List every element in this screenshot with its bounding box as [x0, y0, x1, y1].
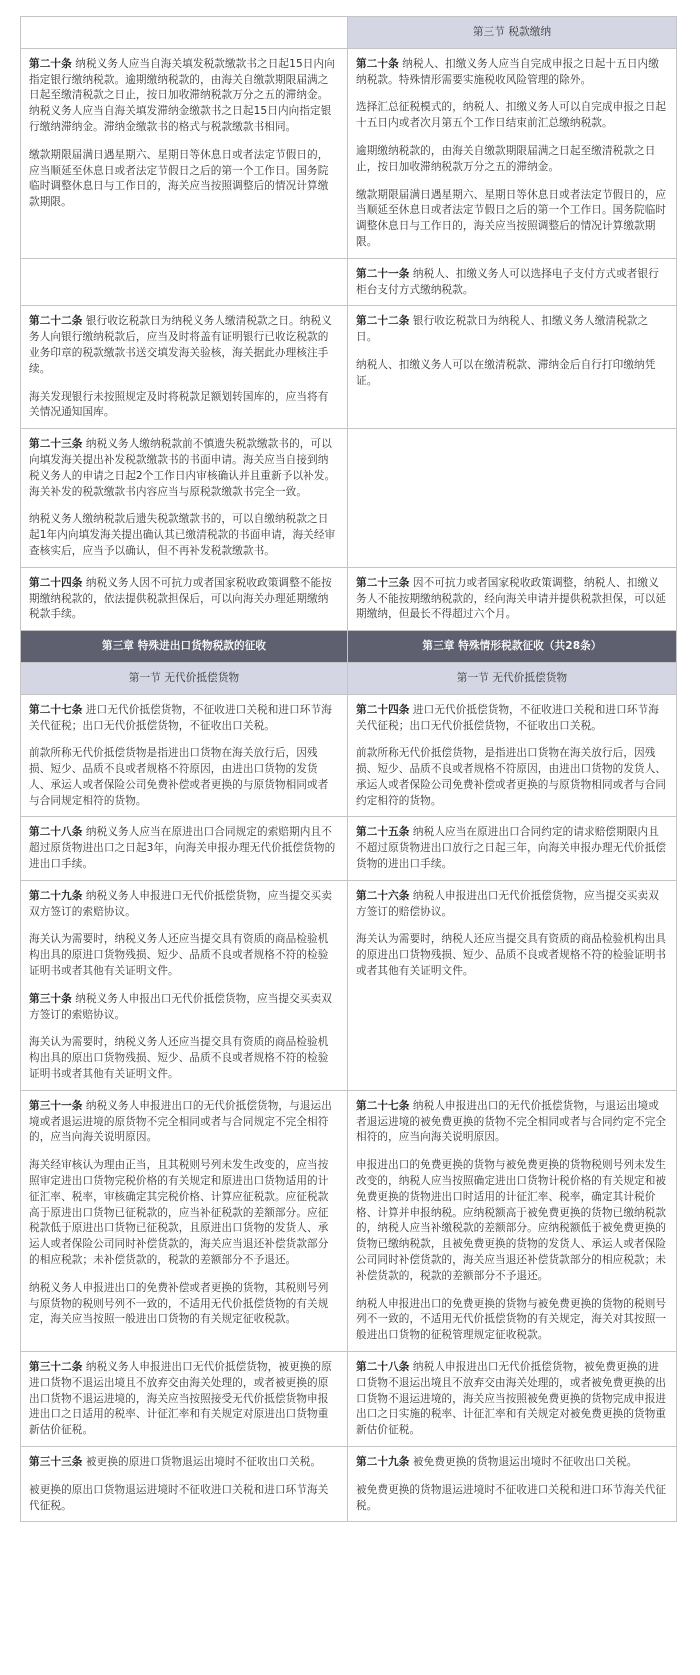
article-text: 海关认为需要时，纳税人还应当提交具有资质的商品检验机构出具的原进出口货物残损、短少、品质不良或者规格不符的检验证明书或者其他有关证明文件。 — [356, 933, 667, 978]
new-regulation-cell — [348, 1446, 677, 1521]
old-regulation-cell — [21, 817, 348, 880]
article-text: 纳税人、扣缴义务人应当自完成申报之日起十五日内缴纳税款。特殊情形需要实施税收风险管理的除外。 — [356, 57, 659, 86]
article-number: 第二十四条 — [356, 703, 410, 716]
article-text: 海关发现银行未按照规定及时将税款足额划转国库的，应当将有关情况通知国库。 — [29, 390, 329, 419]
article-paragraph — [356, 1099, 668, 1146]
article-number: 第二十三条 — [29, 438, 83, 451]
article-paragraph — [356, 144, 668, 176]
article-text: 银行收讫税款日为纳税人、扣缴义务人缴清税款之日。 — [356, 315, 649, 344]
article-paragraph — [356, 576, 668, 623]
article-text: 缴款期限届满日遇星期六、星期日等休息日或者法定节假日的，应当顺延至休息日或者法定节假日之后的第一个工作日。国务院临时调整休息日与工作日的，海关应当按照调整后的情况计算缴款期限。 — [356, 188, 667, 248]
article-paragraph — [356, 1360, 668, 1439]
old-regulation-cell — [21, 880, 348, 1090]
new-regulation-cell — [348, 306, 677, 429]
article-paragraph — [29, 825, 339, 872]
article-paragraph — [29, 390, 339, 422]
article-number: 第三十条 — [29, 992, 72, 1005]
article-text: 因不可抗力或者国家税收政策调整，纳税人、扣缴义务人不能按期缴纳税款的，经向海关申请并提供税款担保，可以延期缴纳，但最长不得超过六个月。 — [356, 576, 667, 621]
article-paragraph — [29, 1455, 339, 1471]
article-text: 逾期缴纳税款的，由海关自缴款期限届满之日起至缴清税款之日止，按日加收滞纳税款万分之五的滞纳金。 — [356, 144, 656, 173]
article-text: 纳税人申报进出口的免费更换的货物与被免费更换的货物的税则号列不一致的，不适用无代价抵偿货物的有关规定，海关对其按照一般进出口货物的征税管理规定征收税款。 — [356, 1297, 667, 1342]
article-text: 被更换的原进口货物退运出境时不征收出口关税。 — [82, 1455, 322, 1468]
article-text: 纳税人应当在原进出口合同约定的请求赔偿期限内且不超过原货物进出口放行之日起三年，向海关申报办理无代价抵偿货物的进出口手续。 — [356, 826, 667, 871]
article-text: 进口无代价抵偿货物，不征收进口关税和进口环节海关代征税；出口无代价抵偿货物，不征收出口关税。 — [29, 703, 332, 732]
article-paragraph — [356, 1455, 668, 1471]
article-text: 前款所称无代价抵偿货物，是指进出口货物在海关放行后，因残损、短少、品质不良或者规格不符原因，由进出口货物的发货人、承运人或者保险公司免费补偿或者更换的与原货物相同或者与合同约定相符的货物。 — [356, 747, 667, 807]
article-text: 纳税义务人申报进口无代价抵偿货物，应当提交买卖双方签订的索赔协议。 — [29, 889, 332, 918]
article-paragraph — [29, 314, 339, 377]
new-regulation-cell — [348, 880, 677, 1090]
old-regulation-cell — [21, 306, 348, 429]
article-paragraph — [356, 1158, 668, 1284]
article-paragraph — [356, 57, 668, 89]
chapter-header-row — [21, 631, 677, 663]
article-text: 进口无代价抵偿货物，不征收进口关税和进口环节海关代征税；出口无代价抵偿货物，不征收出口关税。 — [356, 703, 659, 732]
article-paragraph — [356, 703, 668, 735]
new-regulation-cell — [348, 48, 677, 258]
article-paragraph — [356, 100, 668, 132]
old-regulation-cell — [21, 1352, 348, 1447]
section-header-row — [21, 662, 677, 694]
article-paragraph — [356, 932, 668, 979]
article-number: 第二十一条 — [356, 267, 410, 280]
article-number: 第二十九条 — [29, 889, 83, 902]
article-paragraph — [29, 1035, 339, 1082]
article-paragraph — [29, 437, 339, 500]
article-paragraph — [29, 512, 339, 559]
article-text: 被免费更换的货物退运进境时不征收进口关税和进口环节海关代征税。 — [356, 1483, 667, 1512]
article-text: 纳税义务人缴纳税款前不慎遗失税款缴款书的，可以向填发海关提出补发税款缴款书的书面申请。海关应当自接到纳税义务人的申请之日起2个工作日内审核确认并且重新予以补发。海关补发的税款缴款书内容应当与原税款缴款书完全一致。 — [29, 438, 336, 498]
old-regulation-cell — [21, 429, 348, 568]
article-text: 被免费更换的货物退运出境时不征收出口关税。 — [409, 1455, 638, 1468]
article-paragraph — [356, 267, 668, 299]
article-text: 申报进出口的免费更换的货物与被免费更换的货物税则号列未发生改变的，纳税人应当按照确定进出口货物计税价格的有关规定和被免费更换的货物进出口时适用的计征汇率、税率，确定其计税价格、计算并申报纳税。应纳税额高于被免费更换的货物已缴纳税款的，纳税人应当补缴税款的差额部分。应纳税额低于被免费更换的货物已缴纳税款，且被免费更换的货物的发货人、承运人或者保险公司同时补偿货款的，海关应当退还补偿货款部分的相应税款；未补偿货款的，税款的差额部分不予退还。 — [356, 1159, 667, 1282]
article-text: 海关经审核认为理由正当，且其税则号列未发生改变的，应当按照审定进出口货物完税价格的有关规定和原进出口货物适用的计征汇率、税率，审核确定其完税价格、计算应征税款。应征税款高于原进出口货物已征税款的，应当补征税款的差额部分。应征税款低于原进出口货物已征税款，且原进出口货物的发货人、承运人或者保险公司同时补偿货款的，海关应当退还补偿货款部分的相应税款；未补偿货款的，税款的差额部分不予退还。 — [29, 1159, 329, 1267]
old-regulation-cell — [21, 48, 348, 258]
article-paragraph — [29, 57, 339, 136]
new-regulation-cell — [348, 567, 677, 630]
article-paragraph — [356, 1483, 668, 1515]
article-text: 纳税人申报进出口无代价抵偿货物，应当提交买卖双方签订的赔偿协议。 — [356, 889, 659, 918]
new-section-title: 第一节 无代价抵偿货物 — [348, 662, 677, 694]
article-number: 第三十一条 — [29, 1099, 83, 1112]
article-paragraph — [29, 703, 339, 735]
article-text: 海关认为需要时，纳税义务人还应当提交具有资质的商品检验机构出具的原出口货物残损、短少、品质不良或者规格不符的检验证明书或者其他有关证明文件。 — [29, 1036, 329, 1081]
old-regulation-cell — [21, 694, 348, 817]
new-regulation-cell — [348, 817, 677, 880]
article-text: 银行收讫税款日为纳税义务人缴清税款之日。纳税义务人向银行缴纳税款后，应当及时将盖有证明银行已收讫税款的业务印章的税款缴款书送交填发海关验核，海关据此办理核注手续。 — [29, 315, 332, 375]
article-number: 第二十二条 — [356, 315, 410, 328]
article-text: 海关认为需要时，纳税义务人还应当提交具有资质的商品检验机构出具的原进口货物残损、短少、品质不良或者规格不符的检验证明书或者其他有关证明文件。 — [29, 933, 329, 978]
article-number: 第二十三条 — [356, 576, 410, 589]
article-paragraph — [356, 188, 668, 251]
article-text: 纳税人申报进出口的无代价抵偿货物，与退运出境或者退运进境的被免费更换的货物不完全相同或者与合同约定不完全相符的，应当向海关说明原因。 — [356, 1099, 667, 1144]
new-regulation-cell — [348, 694, 677, 817]
article-text: 纳税义务人申报进出口的无代价抵偿货物，与退运出境或者退运进境的原货物不完全相同或者与合同规定不完全相符的，应当向海关说明原因。 — [29, 1099, 332, 1144]
article-text: 纳税义务人应当自海关填发税款缴款书之日起15日内向指定银行缴纳税款。逾期缴纳税款的，由海关自缴款期限届满之日起至缴清税款之日止，按日加收滞纳税款万分之五的滞纳金。纳税义务人应当自海关填发滞纳金缴款书之日起15日内向指定银行缴纳滞纳金。滞纳金缴款书的格式与税款缴款书相同。 — [29, 57, 335, 133]
article-paragraph — [356, 746, 668, 809]
article-paragraph — [29, 932, 339, 979]
table-row — [21, 817, 677, 880]
article-text: 纳税人、扣缴义务人可以在缴清税款、滞纳金后自行打印缴纳凭证。 — [356, 358, 656, 387]
article-text: 选择汇总征税模式的，纳税人、扣缴义务人可以自完成申报之日起十五日内或者次月第五个工作日结束前汇总缴纳税款。 — [356, 101, 667, 130]
new-regulation-cell — [348, 429, 677, 568]
article-text: 纳税义务人应当在原进出口合同规定的索赔期内且不超过原货物进出口之日起3年，向海关申报办理无代价抵偿货物的进出口手续。 — [29, 826, 336, 871]
article-number: 第二十条 — [29, 57, 72, 70]
article-paragraph — [29, 889, 339, 921]
table-row — [21, 1446, 677, 1521]
article-number: 第二十条 — [356, 57, 399, 70]
article-paragraph — [356, 1297, 668, 1344]
table-row — [21, 429, 677, 568]
article-paragraph — [29, 1281, 339, 1328]
table-row — [21, 1090, 677, 1351]
article-number: 第二十四条 — [29, 576, 83, 589]
new-regulation-cell — [348, 258, 677, 306]
article-number: 第二十八条 — [29, 826, 83, 839]
new-chapter-title: 第三章 特殊情形税款征收（共28条） — [348, 631, 677, 663]
article-number: 第二十六条 — [356, 889, 410, 902]
article-text: 纳税人申报进出口无代价抵偿货物，被免费更换的进口货物不退运出境且不放弃交由海关处理的，或者被免费更换的出口货物不退运进境的，海关应当按照被免费更换的货物完成申报进出口之日实施的税率、计征汇率和有关规定对被免费更换的货物重新估价征税。 — [356, 1361, 667, 1437]
article-number: 第三十二条 — [29, 1361, 83, 1373]
article-paragraph — [29, 148, 339, 211]
article-text: 纳税义务人申报进出口的免费补偿或者更换的货物，其税则号列与原货物的税则号列不一致的，不适用无代价抵偿货物的有关规定，海关应当按照一般进出口货物的有关规定征收税款。 — [29, 1281, 329, 1326]
article-text: 前款所称无代价抵偿货物是指进出口货物在海关放行后，因残损、短少、品质不良或者规格不符原因，由进出口货物的发货人、承运人或者保险公司免费补偿或者更换的与原货物相同或者与合同规定相符的货物。 — [29, 747, 329, 807]
old-regulation-cell — [21, 258, 348, 306]
new-regulation-cell — [348, 1352, 677, 1447]
table-row — [21, 880, 677, 1090]
article-number: 第三十三条 — [29, 1455, 83, 1468]
article-paragraph — [29, 576, 339, 623]
article-number: 第二十八条 — [356, 1361, 410, 1373]
table-row — [21, 306, 677, 429]
article-paragraph — [356, 358, 668, 390]
article-paragraph — [29, 1099, 339, 1146]
article-paragraph — [29, 746, 339, 809]
article-paragraph — [29, 1483, 339, 1515]
article-text: 缴款期限届满日遇星期六、星期日等休息日或者法定节假日的，应当顺延至休息日或者法定节假日之后的第一个工作日。国务院临时调整休息日与工作日的，海关应当按照调整后的情况计算缴款期限。 — [29, 148, 329, 209]
old-regulation-cell — [21, 1446, 348, 1521]
article-paragraph — [29, 1158, 339, 1269]
article-number: 第二十九条 — [356, 1455, 410, 1468]
article-number: 第二十七条 — [29, 703, 83, 716]
table-row — [21, 567, 677, 630]
old-regulation-cell — [21, 567, 348, 630]
table-row — [21, 694, 677, 817]
article-paragraph — [356, 825, 668, 872]
old-chapter-title: 第三章 特殊进出口货物税款的征收 — [21, 631, 348, 663]
article-text: 纳税义务人缴纳税款后遗失税款缴款书的，可以自缴纳税款之日起1年内向填发海关提出确认其已缴清税款的书面申请，海关经审查核实后，应当予以确认，但不再补发税款缴款书。 — [29, 513, 336, 557]
article-text: 被更换的原出口货物退运进境时不征收进口关税和进口环节海关代征税。 — [29, 1483, 329, 1512]
table-row — [21, 258, 677, 306]
article-paragraph — [29, 992, 339, 1024]
article-number: 第二十二条 — [29, 315, 83, 328]
article-paragraph — [356, 314, 668, 346]
old-regulation-cell — [21, 1090, 348, 1351]
table-row — [21, 1352, 677, 1447]
comparison-table — [20, 16, 677, 1522]
article-paragraph — [29, 1360, 339, 1439]
comparison-table-body — [21, 17, 677, 1522]
article-number: 第二十七条 — [356, 1099, 410, 1112]
table-row — [21, 48, 677, 258]
article-text: 纳税人、扣缴义务人可以选择电子支付方式或者银行柜台支付方式缴纳税款。 — [356, 267, 659, 296]
article-number: 第二十五条 — [356, 826, 410, 839]
old-section-title: 第一节 无代价抵偿货物 — [21, 662, 348, 694]
old-section-title — [21, 17, 348, 49]
new-regulation-cell — [348, 1090, 677, 1351]
section-header-row — [21, 17, 677, 49]
article-text: 纳税义务人申报出口无代价抵偿货物，应当提交买卖双方签订的索赔协议。 — [29, 992, 332, 1021]
new-section-title: 第三节 税款缴纳 — [348, 17, 677, 49]
article-text: 纳税义务人因不可抗力或者国家税收政策调整不能按期缴纳税款的，依法提供税款担保后，可以向海关办理延期缴纳税款手续。 — [29, 576, 332, 621]
article-paragraph — [356, 889, 668, 921]
article-text: 纳税义务人申报进出口无代价抵偿货物，被更换的原进口货物不退运出境且不放弃交由海关处理的，或者被更换的原出口货物不退运进境的，海关应当按照接受无代价抵偿货物申报进出口之日适用的税率、计征汇率和有关规定对原进出口货物重新估价征税。 — [29, 1361, 332, 1437]
